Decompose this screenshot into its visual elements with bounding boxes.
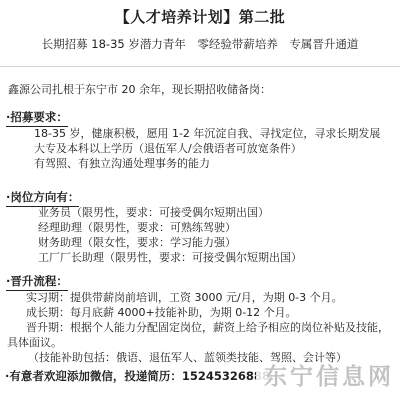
intro-text: 鑫源公司扎根于东宁市 20 余年，现长期招收储备岗： <box>8 83 271 96</box>
requirements-heading: ·招募要求： <box>6 110 68 127</box>
position-item: 工厂厂长助理（限男性，要求：可接受偶尔短期出国） <box>38 251 302 264</box>
watermark: 东宁信息网 <box>264 363 394 390</box>
promotion-item: 晋升期：根据个人能力分配固定岗位，薪资上给予相应的岗位补贴及技能， <box>26 321 389 334</box>
position-item: 财务助理（限女性，要求：学习能力强） <box>38 236 236 249</box>
positions-heading: ·岗位方向有： <box>6 190 79 207</box>
requirement-item: 有驾照、有独立沟通处理事务的能力 <box>34 157 210 170</box>
requirements-heading-label: 招募要求： <box>10 110 68 124</box>
contact-line: ·有意者欢迎添加微信，投递简历：15245326888 <box>5 369 270 383</box>
promotion-heading-label: 晋升流程： <box>10 274 68 288</box>
contact-text: 有意者欢迎添加微信，投递简历：15245326888 <box>9 369 270 383</box>
position-item: 业务员（限男性，要求：可接受偶尔短期出国） <box>38 206 269 219</box>
promotion-note: （技能补助包括：俄语、退伍军人、蓝领类技能、驾照、会计等） <box>28 351 347 364</box>
requirement-item: 大专及本科以上学历（退伍军人/会俄语者可放宽条件） <box>34 142 302 155</box>
promotion-item: 成长期：每月底薪 4000+技能补助，为期 0-12 个月。 <box>26 306 297 319</box>
page-title: 【人才培养计划】第二批 <box>114 8 286 26</box>
promotion-item: 实习期：提供带薪岗前培训，工资 3000 元/月，为期 0-3 个月。 <box>26 291 343 304</box>
promotion-item: 具体面议。 <box>7 336 62 349</box>
position-item: 经理助理（限男性，要求：可熟练驾驶） <box>38 221 236 234</box>
positions-heading-label: 岗位方向有： <box>10 190 80 204</box>
page-subtitle: 长期招募 18-35 岁潜力青年 零经验带薪培养 专属晋升通道 <box>41 37 359 51</box>
divider <box>0 66 400 67</box>
promotion-heading: ·晋升流程： <box>6 274 68 291</box>
requirement-item: 18-35 岁，健康积极，愿用 1-2 年沉淀自我、寻找定位，寻求长期发展 <box>34 127 381 140</box>
